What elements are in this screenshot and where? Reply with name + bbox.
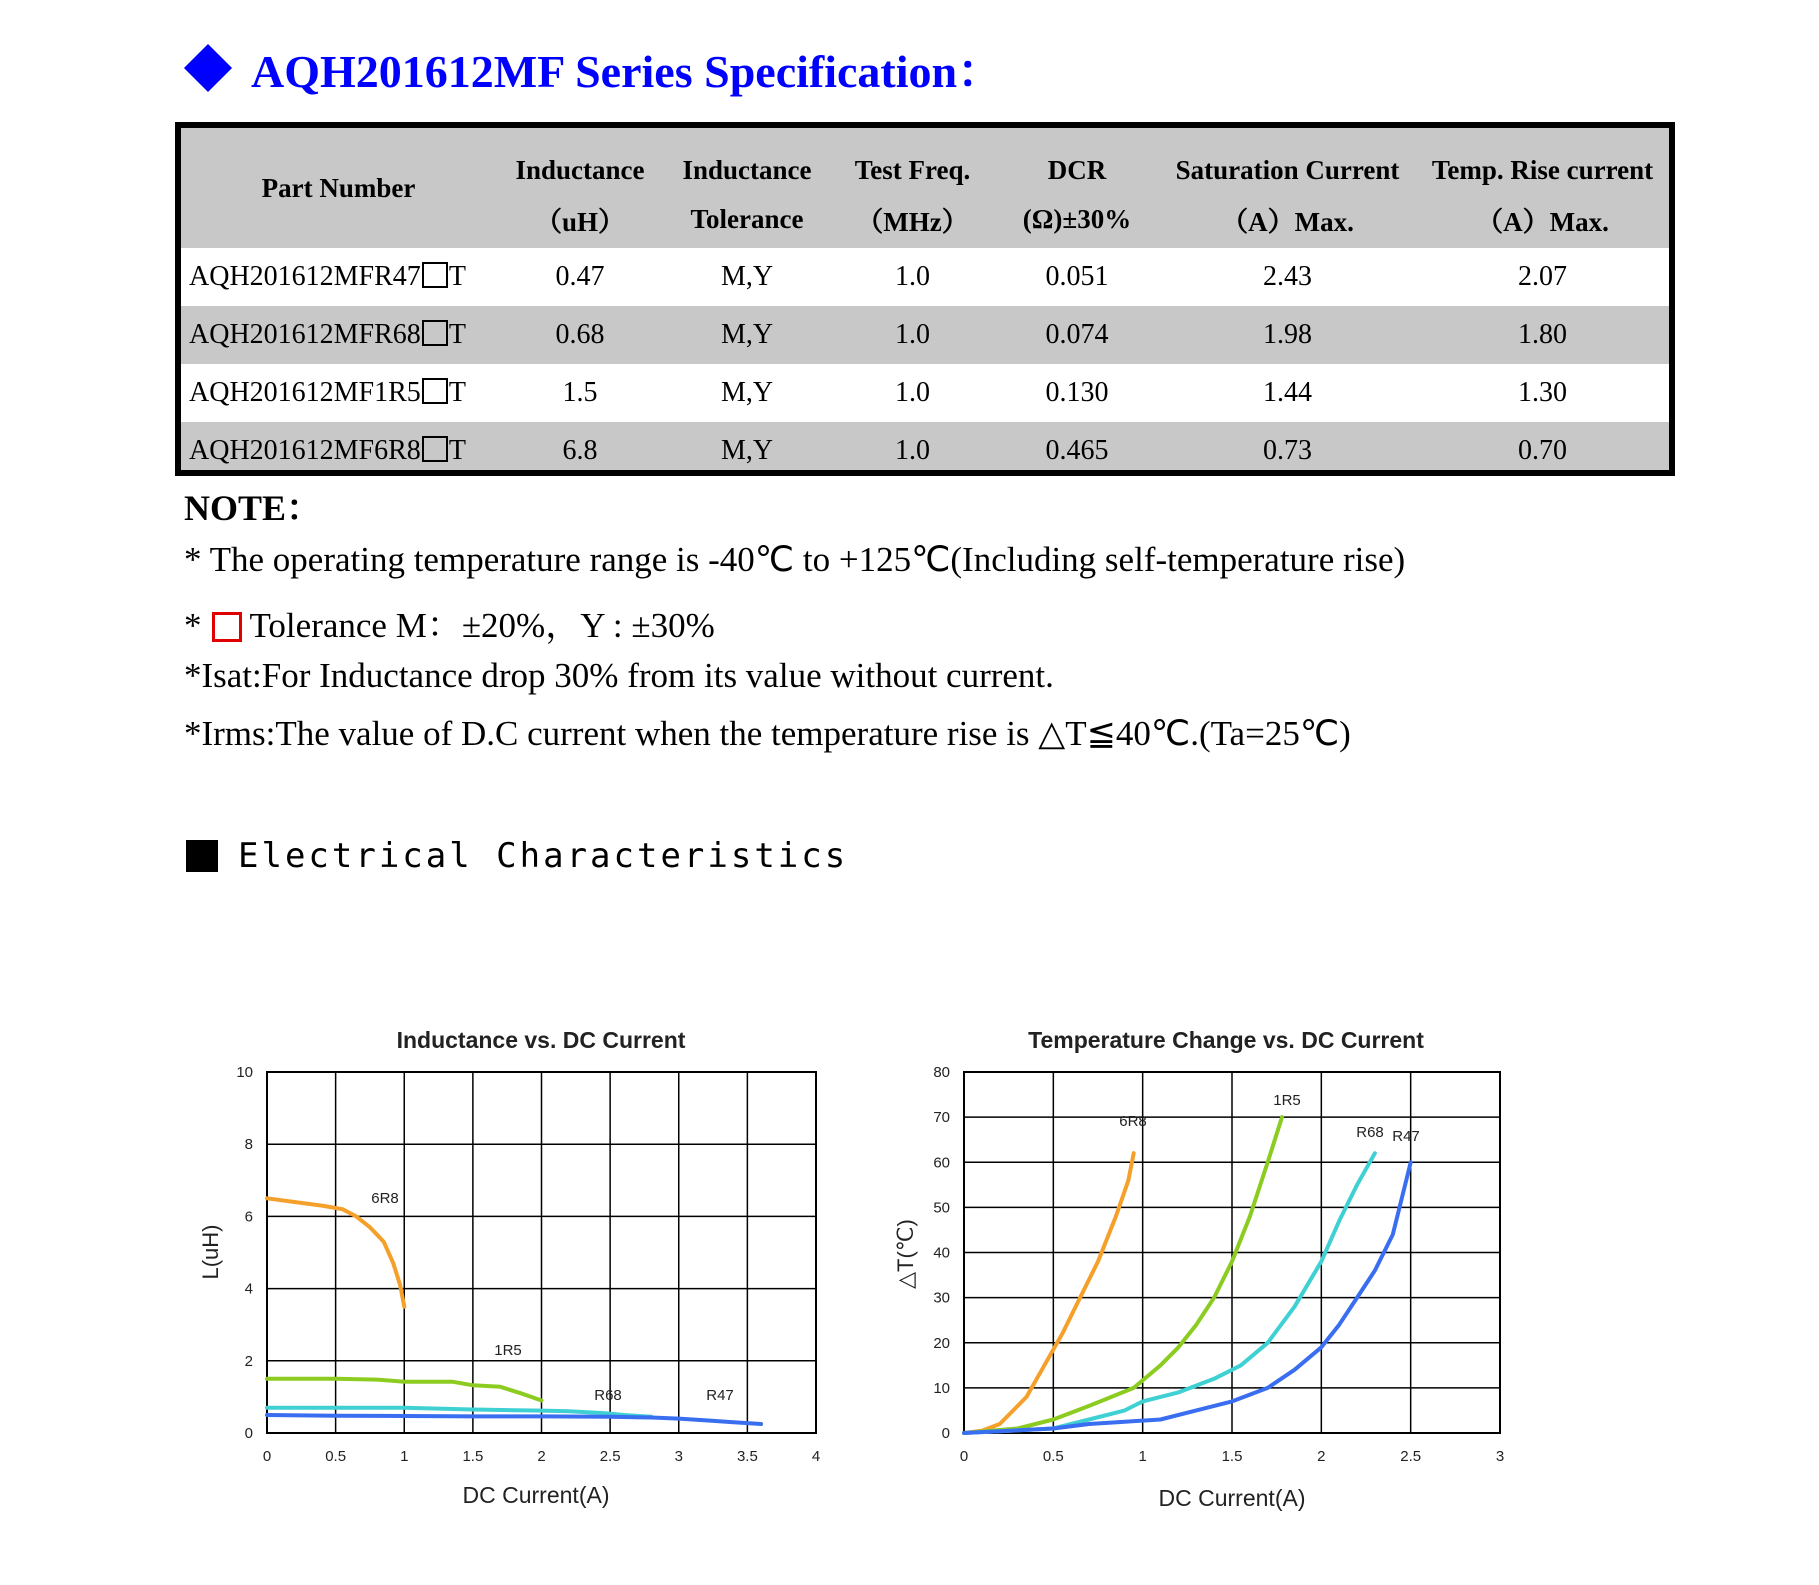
x-tick-label: 1.5 [1221,1448,1243,1465]
x-tick-label: 2 [1317,1448,1326,1465]
header-temp-rise-unit: （A）Max. [1416,190,1669,248]
y-tick-label: 4 [244,1280,253,1298]
note-irms: *Irms:The value of D.C current when the temperature rise is △T≦40℃.(Ta=25℃) [184,714,1351,753]
x-tick-label: 1 [1138,1448,1147,1465]
y-tick-label: 6 [244,1208,253,1226]
series-label-6r8: 6R8 [371,1190,399,1207]
x-tick-label: 3 [674,1448,683,1465]
part-number-suffix: T [448,377,466,408]
tolerance-cell: M,Y [664,364,830,422]
x-tick-label: 0 [959,1448,969,1465]
freq-cell: 1.0 [830,306,995,364]
part-number-prefix: AQH201612MFR68 [189,319,421,350]
part-number-prefix: AQH201612MFR47 [189,261,421,292]
inductance-cell: 6.8 [496,422,664,476]
irms-cell: 1.30 [1416,364,1669,422]
y-tick-label: 80 [933,1064,950,1081]
inductance-cell: 0.68 [496,306,664,364]
inductance-chart [198,1027,820,1508]
x-tick-label: 2.5 [599,1448,621,1465]
x-tick-label: 3 [1495,1448,1505,1465]
page-title: AQH201612MF Series Specification： [251,46,1004,97]
x-tick-label: 4 [811,1448,821,1465]
chart-title: Inductance vs. DC Current [396,1027,686,1053]
series-label-6r8: 6R8 [1119,1113,1147,1130]
series-line-6r8 [964,1153,1134,1433]
header-inductance-unit: （uH） [496,190,664,248]
freq-cell: 1.0 [830,364,995,422]
note-tolerance-bullet: * [184,606,202,645]
isat-cell: 0.73 [1159,422,1416,476]
tolerance-cell: M,Y [664,422,830,476]
freq-cell: 1.0 [830,422,995,476]
header-test-freq: Test Freq. [830,128,995,190]
header-test-freq-unit: （MHz） [830,190,995,248]
y-tick-label: 10 [236,1064,253,1081]
y-tick-label: 40 [933,1244,950,1262]
header-saturation-current: Saturation Current [1159,128,1416,190]
part-number-suffix: T [448,261,466,292]
inductance-cell: 1.5 [496,364,664,422]
series-label-1r5: 1R5 [494,1342,522,1359]
header-dcr-unit: (Ω)±30% [995,190,1159,248]
note-title: NOTE： [184,488,323,528]
y-tick-label: 30 [933,1289,950,1307]
x-tick-label: 2 [537,1448,546,1465]
part-number-suffix: T [448,435,466,466]
part-number-suffix: T [448,319,466,350]
header-tolerance-sub: Tolerance [664,190,830,248]
irms-cell: 1.80 [1416,306,1669,364]
series-label-r47: R47 [706,1387,734,1404]
dcr-cell: 0.130 [995,364,1159,422]
y-tick-label: 8 [244,1136,253,1154]
note-tolerance-text: Tolerance M：±20%，Y : ±30% [249,606,715,645]
series-line-r47 [267,1415,761,1424]
x-tick-label: 3.5 [736,1448,758,1465]
part-number-prefix: AQH201612MF6R8 [189,435,421,466]
y-tick-label: 20 [933,1334,950,1352]
dcr-cell: 0.074 [995,306,1159,364]
header-temp-rise-current: Temp. Rise current [1416,128,1669,190]
x-tick-label: 2.5 [1400,1448,1422,1465]
x-tick-label: 1 [400,1448,409,1465]
x-tick-label: 0 [262,1448,272,1465]
dcr-cell: 0.465 [995,422,1159,476]
y-axis-label: L(uH) [198,1224,223,1280]
series-label-r68: R68 [1356,1124,1384,1141]
tolerance-cell: M,Y [664,248,830,306]
series-label-r47: R47 [1392,1128,1420,1145]
tolerance-cell: M,Y [664,306,830,364]
x-axis-label: DC Current(A) [462,1482,610,1508]
series-label-1r5: 1R5 [1273,1092,1301,1109]
freq-cell: 1.0 [830,248,995,306]
inductance-cell: 0.47 [496,248,664,306]
y-tick-label: 60 [933,1154,950,1172]
series-line-r68 [964,1153,1375,1433]
dcr-cell: 0.051 [995,248,1159,306]
irms-cell: 2.07 [1416,248,1669,306]
header-inductance: Inductance [496,128,664,190]
y-tick-label: 50 [933,1199,950,1217]
note-isat: *Isat:For Inductance drop 30% from its value without current. [184,656,1054,695]
header-dcr: DCR [995,128,1159,190]
isat-cell: 1.44 [1159,364,1416,422]
x-axis-label: DC Current(A) [1158,1485,1306,1511]
y-tick-label: 0 [941,1425,950,1442]
y-axis-label: △T(℃) [893,1219,918,1289]
series-line-1r5 [964,1117,1282,1433]
header-tolerance: Inductance [664,128,830,190]
isat-cell: 1.98 [1159,306,1416,364]
x-tick-label: 0.5 [1042,1448,1064,1465]
header-part-number: Part Number [181,128,496,248]
section-title: Electrical Characteristics [238,836,849,876]
series-label-r68: R68 [594,1387,622,1404]
y-tick-label: 10 [933,1379,950,1397]
part-number-prefix: AQH201612MF1R5 [189,377,421,408]
chart-title: Temperature Change vs. DC Current [1028,1027,1424,1053]
temperature-chart [893,1027,1504,1511]
irms-cell: 0.70 [1416,422,1669,476]
header-saturation-unit: （A）Max. [1159,190,1416,248]
isat-cell: 2.43 [1159,248,1416,306]
x-tick-label: 0.5 [325,1448,347,1465]
y-tick-label: 70 [933,1109,950,1127]
x-tick-label: 1.5 [462,1448,484,1465]
note-temperature-range: * The operating temperature range is -40℃ to +125℃(Including self-temperature rise) [184,540,1406,579]
y-tick-label: 0 [244,1425,253,1442]
y-tick-label: 2 [244,1352,253,1370]
